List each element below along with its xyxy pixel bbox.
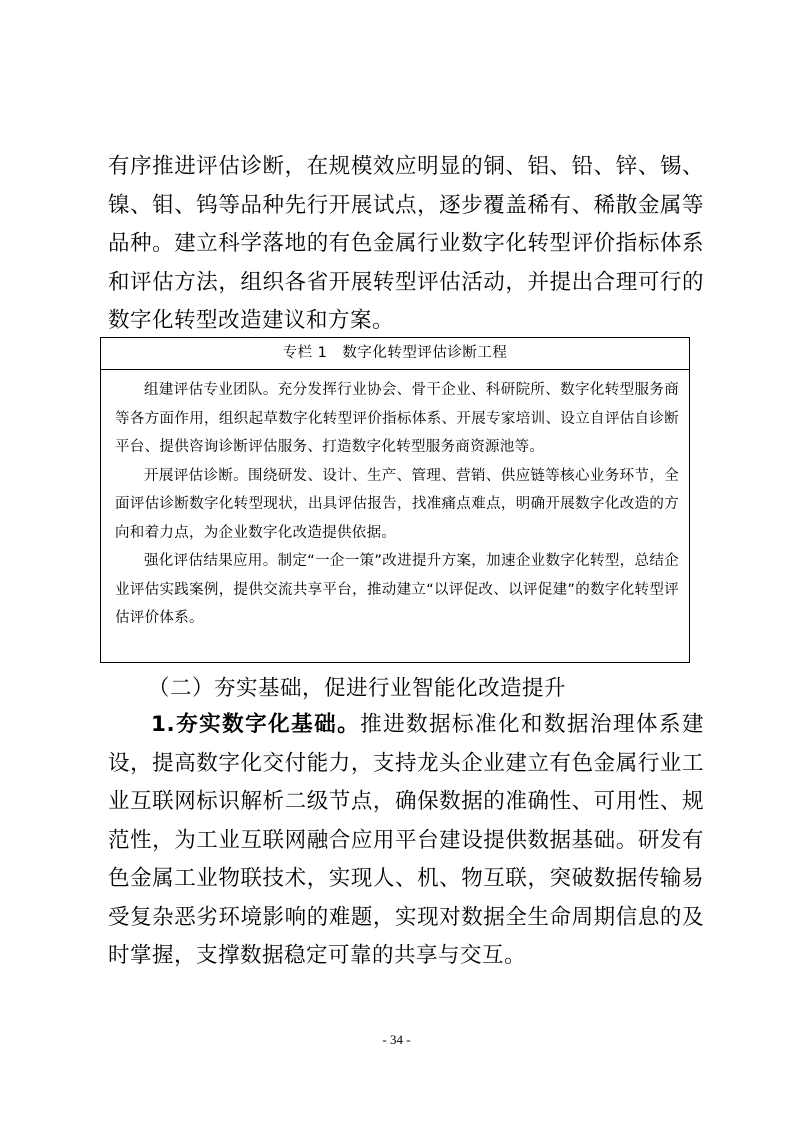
section-heading: （二）夯实基础，促进行业智能化改造提升 bbox=[148, 676, 567, 701]
paragraph-body: 推进数据标准化和数据治理体系建设，提高数字化交付能力，支持龙头企业建立有色金属行业工业互联网标识解析二级节点，确保数据的准确性、可用性、规范性，为工业互联网融合应用平台建设提供数据基础。研发有色金属工业物联技术，实现人、机、物互联，突破数据传输易受复杂恶劣环境影响的难题，实现对数据全生命周期信息的及时掌握，支撑数据稳定可靠的共享与交互。 bbox=[108, 712, 704, 968]
intro-paragraph: 有序推进评估诊断，在规模效应明显的铜、铝、铅、锌、锡、镍、钼、钨等品种先行开展试点，逐步覆盖稀有、稀散金属等品种。建立科学落地的有色金属行业数字化转型评价指标体系和评估方法，组织各省开展转型评估活动，并提出合理可行的数字化转型改造建议和方案。 bbox=[108, 154, 704, 333]
feature-box-paragraph: 组建评估专业团队。充分发挥行业协会、骨干企业、科研院所、数字化转型服务商等各方面作用，组织起草数字化转型评价指标体系、开展专家培训、设立自评估自诊断平台、提供咨询诊断评估服务、打造数字化转型服务商资源池等。 bbox=[115, 382, 679, 455]
feature-box-paragraph: 开展评估诊断。围绕研发、设计、生产、管理、营销、供应链等核心业务环节，全面评估诊断数字化转型现状，出具评估报告，找准痛点难点，明确开展数字化改造的方向和着力点，为企业数字化改造提供依据。 bbox=[115, 467, 679, 541]
page-number: - 34 - bbox=[382, 1032, 411, 1047]
feature-box bbox=[100, 337, 690, 663]
section-paragraph bbox=[108, 706, 704, 976]
paragraph-lead: 1.夯实数字化基础。 bbox=[151, 712, 361, 737]
feature-box-body bbox=[101, 370, 689, 633]
feature-box-paragraph: 强化评估结果应用。制定“一企一策”改进提升方案，加速企业数字化转型，总结企业评估实践案例，提供交流共享平台，推动建立“以评促改、以评促建”的数字化转型评估评价体系。 bbox=[115, 553, 679, 626]
feature-box-title: 专栏 1 数字化转型评估诊断工程 bbox=[101, 338, 689, 370]
